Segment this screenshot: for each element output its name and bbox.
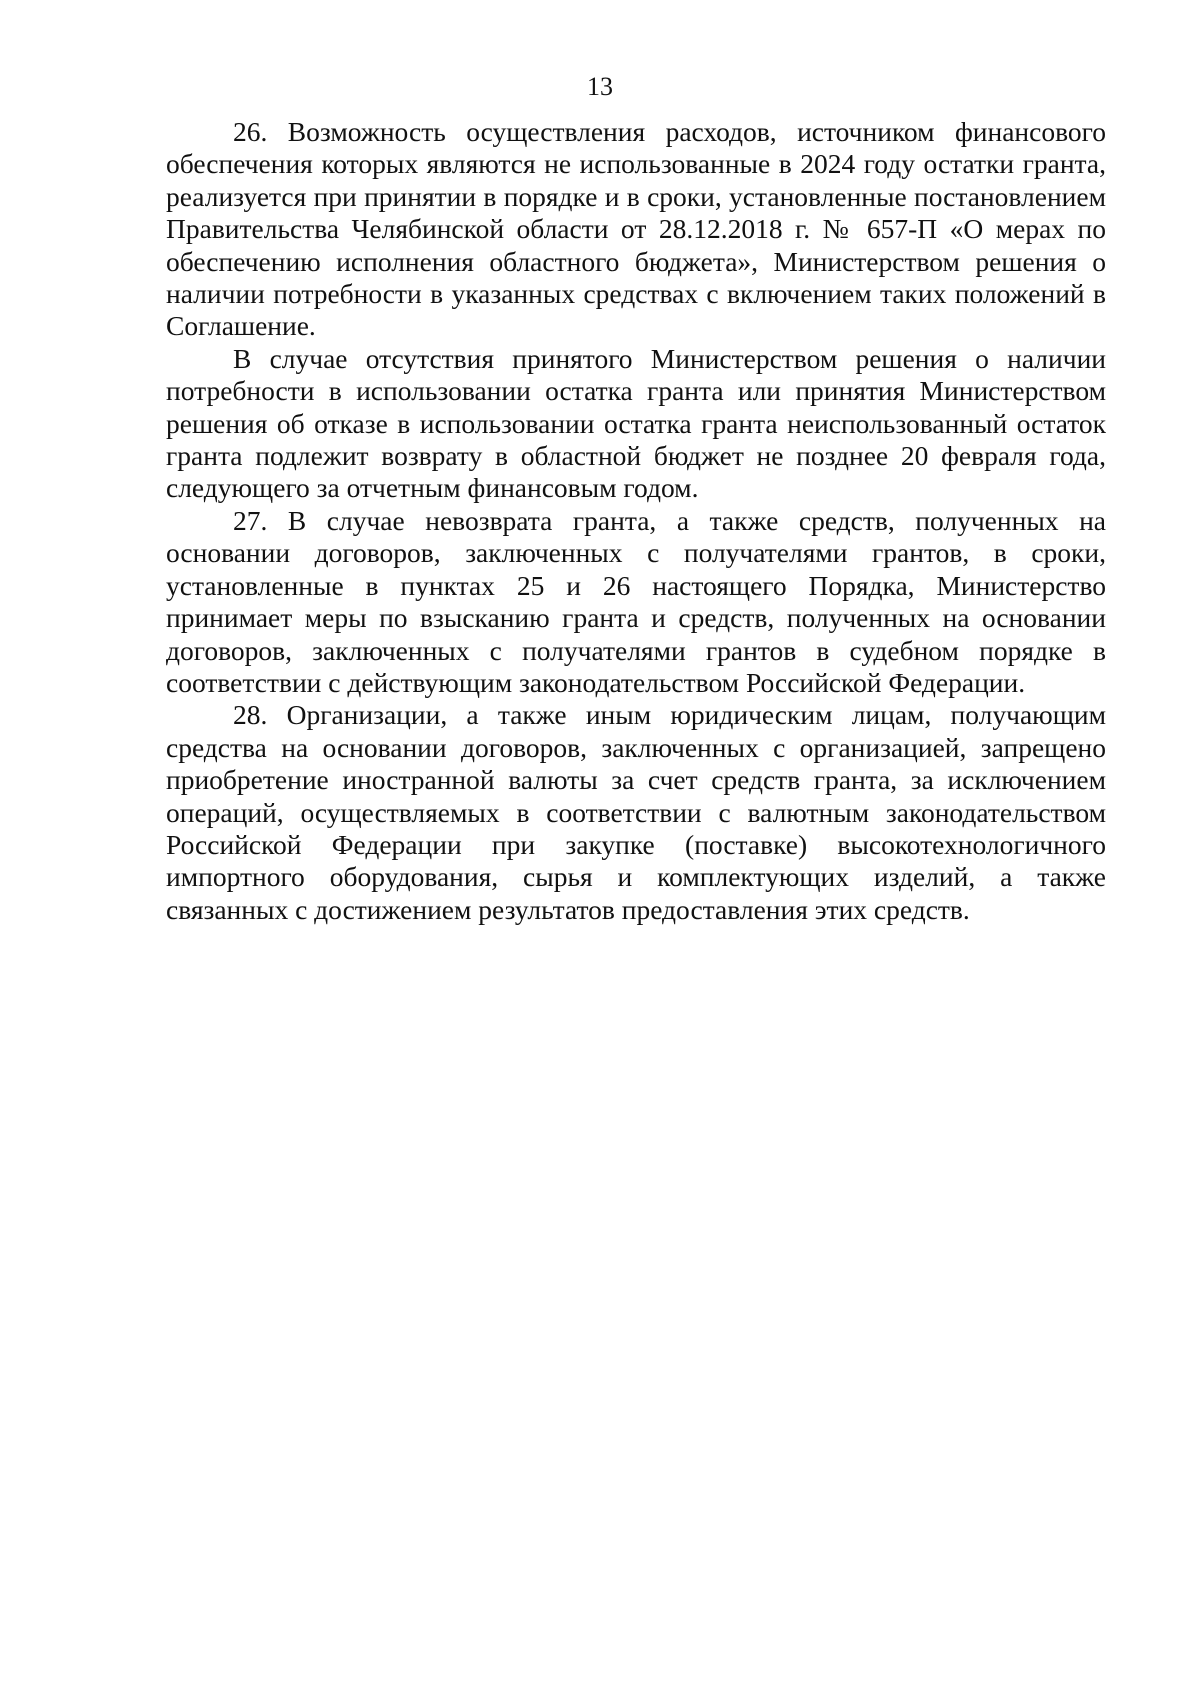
page-number: 13 xyxy=(587,72,613,101)
document-body xyxy=(166,116,1106,926)
paragraph-26-continuation: В случае отсутствия принятого Министерством решения о наличии потребности в использовании остатка гранта или принятия Министерством решения об отказе в использовании остатка гранта неиспользованный остаток гранта подлежит возврату в областной бюджет не позднее 20 февраля года, следующего за отчетным финансовым годом. xyxy=(166,342,1106,504)
paragraph-28: 28. Организации, а также иным юридическим лицам, получающим средства на основании договоров, заключенных с организацией, запрещено приобретение иностранной валюты за счет средств гранта, за исключением операций, осуществляемых в соответствии с валютным законодательством Российской Федерации при закупке (поставке) высокотехнологичного импортного оборудования, сырья и комплектующих изделий, а также связанных с достижением результатов предоставления этих средств. xyxy=(166,699,1106,925)
paragraph-27: 27. В случае невозврата гранта, а также средств, полученных на основании договоров, заключенных с получателями грантов, в сроки, установленные в пунктах 25 и 26 настоящего Порядка, Министерство принимает меры по взысканию гранта и средств, полученных на основании договоров, заключенных с получателями грантов в судебном порядке в соответствии с действующим законодательством Российской Федерации. xyxy=(166,504,1106,698)
paragraph-26: 26. Возможность осуществления расходов, источником финансового обеспечения которых являются не использованные в 2024 году остатки гранта, реализуется при принятии в порядке и в сроки, установленные постановлением Правительства Челябинской области от 28.12.2018 г. № 657-П «О мерах по обеспечению исполнения областного бюджета», Министерством решения о наличии потребности в указанных средствах с включением таких положений в Соглашение. xyxy=(166,116,1106,342)
